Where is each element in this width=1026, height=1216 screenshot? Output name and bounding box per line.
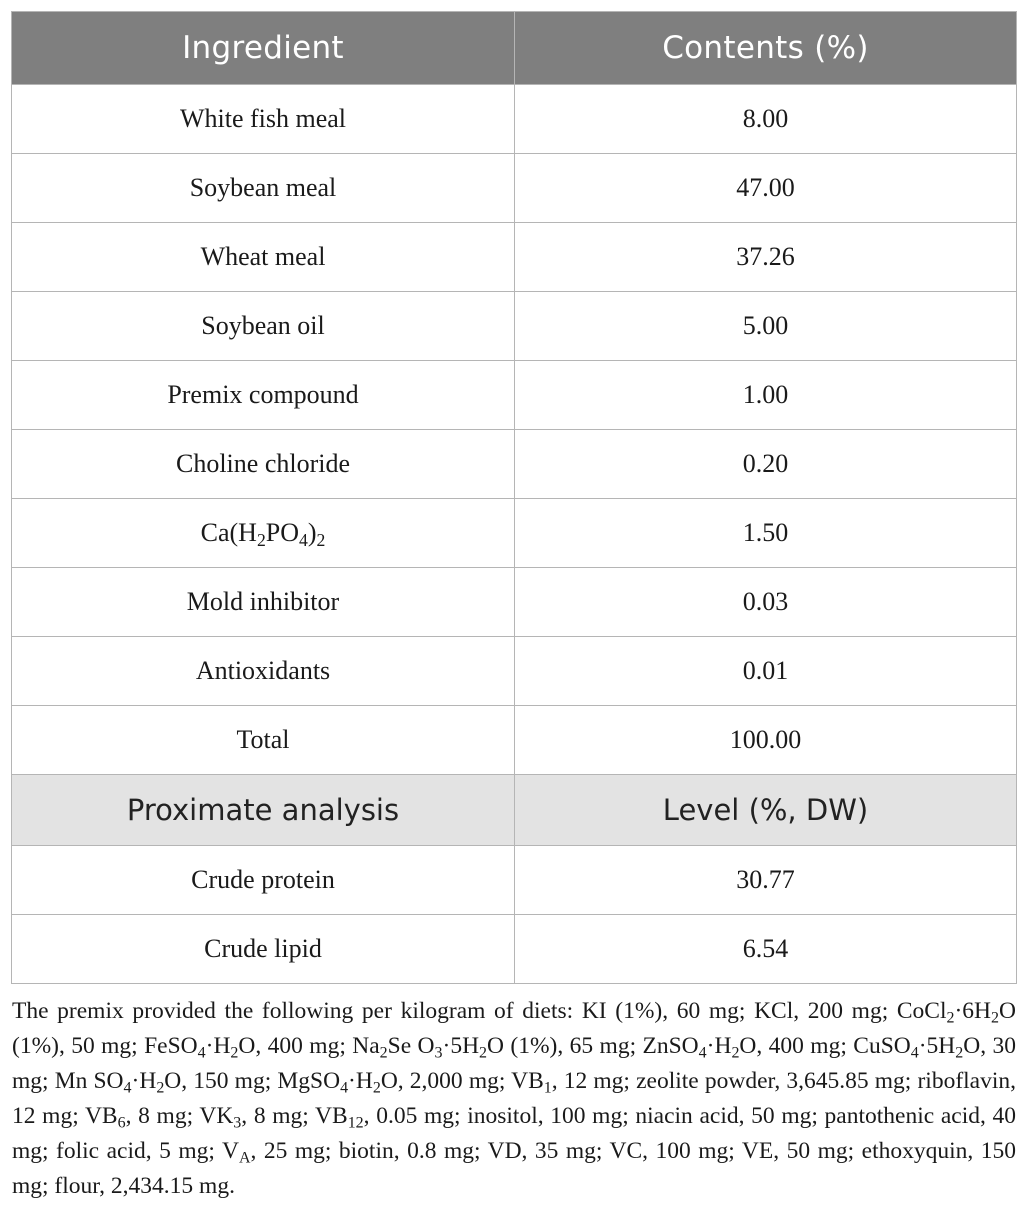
table-row <box>12 85 1017 154</box>
table-row <box>12 499 1017 568</box>
proximate-value: 30.77 <box>515 846 1017 915</box>
ingredient-value: 0.20 <box>515 430 1017 499</box>
table-row <box>12 430 1017 499</box>
ingredient-value: 47.00 <box>515 154 1017 223</box>
table-footnote <box>12 994 1016 1204</box>
ingredient-name: Mold inhibitor <box>12 568 515 637</box>
table-row <box>12 568 1017 637</box>
ingredient-value: 8.00 <box>515 85 1017 154</box>
proximate-value: 6.54 <box>515 915 1017 984</box>
diet-composition-table <box>11 11 1017 984</box>
ingredient-name: Soybean meal <box>12 154 515 223</box>
table-row <box>12 292 1017 361</box>
proximate-name: Crude protein <box>12 846 515 915</box>
ingredient-name: Premix compound <box>12 361 515 430</box>
ingredient-value: 5.00 <box>515 292 1017 361</box>
ingredient-name: Antioxidants <box>12 637 515 706</box>
ingredient-name: Choline chloride <box>12 430 515 499</box>
header-level: Level (%, DW) <box>515 775 1017 846</box>
ingredient-value: 0.01 <box>515 637 1017 706</box>
header-ingredient: Ingredient <box>12 12 515 85</box>
ingredient-value: 37.26 <box>515 223 1017 292</box>
table-row-total <box>12 706 1017 775</box>
ingredient-value: 100.00 <box>515 706 1017 775</box>
ingredient-name: Soybean oil <box>12 292 515 361</box>
ingredient-name: White fish meal <box>12 85 515 154</box>
table-row <box>12 637 1017 706</box>
table-row <box>12 915 1017 984</box>
header-contents: Contents (%) <box>515 12 1017 85</box>
ingredient-value: 0.03 <box>515 568 1017 637</box>
table-header-row <box>12 12 1017 85</box>
proximate-name: Crude lipid <box>12 915 515 984</box>
ingredient-name: Total <box>12 706 515 775</box>
table-row <box>12 154 1017 223</box>
ingredient-value: 1.00 <box>515 361 1017 430</box>
table-row <box>12 223 1017 292</box>
ingredient-value: 1.50 <box>515 499 1017 568</box>
proximate-header-row <box>12 775 1017 846</box>
table-row <box>12 846 1017 915</box>
table-row <box>12 361 1017 430</box>
premix-footnote-text: The premix provided the following per kilogram of diets: KI (1%), 60 mg; KCl, 200 mg; $CoCl_2\cdot 6H_2O$ (1%), 50 mg; $FeSO_4\cdot H_2O$, 400 mg; $Na_2Se$ $O_3\cdot 5H_2O$ (1%), 65 mg; $ZnSO_4\cdot H_2O$, 400 mg; $CuSO_4\cdot 5H_2O$, 30 mg; Mn $SO_4\cdot H_2O$, 150 mg; $MgSO_4\cdot H_2O$, 2,000 mg; $VB_1$, 12 mg; zeolite powder, 3,645.85 mg; riboflavin, 12 mg; $VB_6$, 8 mg; $VK_3$, 8 mg; $VB_{12}$, 0.05 mg; inositol, 100 mg; niacin acid, 50 mg; pantothenic acid, 40 mg; folic acid, 5 mg; $V_A$, 25 mg; biotin, 0.8 mg; VD, 35 mg; VC, 100 mg; VE, 50 mg; ethoxyquin, 150 mg; flour, 2,434.15 mg. <box>12 998 1017 1199</box>
ingredient-name: Wheat meal <box>12 223 515 292</box>
header-proximate-analysis: Proximate analysis <box>12 775 515 846</box>
ingredient-name: $Ca(H_2PO_4)_2$ <box>12 499 515 568</box>
